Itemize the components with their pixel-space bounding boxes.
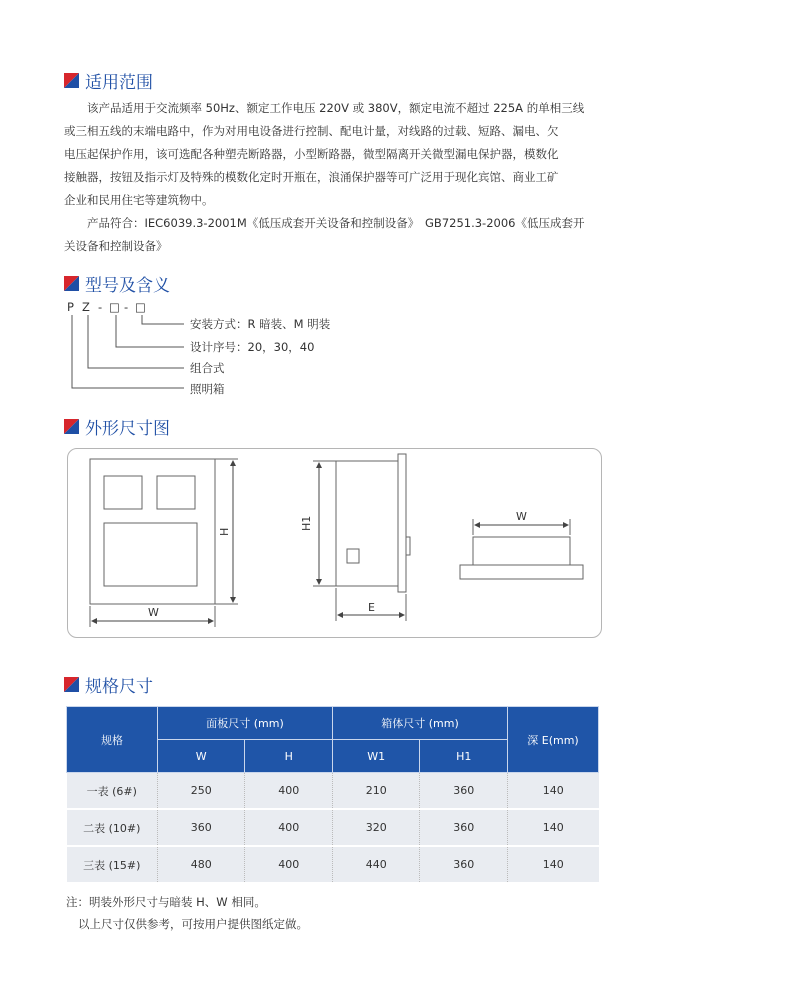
table-row	[67, 809, 599, 846]
cell-h: 400	[245, 846, 333, 883]
section-title-text: 适用范围	[85, 72, 153, 93]
standard-line: 产品符合：IEC6039.3-2001M《低压成套开关设备和控制设备》 GB7251.3-2006《低压成套开	[87, 216, 585, 230]
dimension-drawing-frame	[67, 448, 602, 638]
cell-name: 三表 (15#)	[67, 846, 158, 883]
front-breaker-window	[104, 523, 197, 586]
th-box: 箱体尺寸 (mm)	[332, 707, 507, 740]
scope-line: 电压起保护作用，该可选配各种塑壳断路器，小型断路器，微型隔离开关微型漏电保护器，模数化	[64, 147, 559, 161]
scope-line: 该产品适用于交流频率 50Hz、额定工作电压 220V 或 380V，额定电流不超过 225A 的单相三线	[87, 101, 585, 115]
cell-w: 480	[158, 846, 245, 883]
cell-e: 140	[508, 773, 599, 810]
th-h: H	[245, 740, 333, 773]
section-title-scope	[64, 68, 153, 92]
section-marker-icon	[64, 677, 79, 692]
model-code-dash: -	[124, 300, 129, 314]
top-panel-outline	[460, 565, 583, 579]
section-title-text: 型号及含义	[85, 275, 170, 296]
side-box-outline	[336, 461, 398, 586]
section-marker-icon	[64, 419, 79, 434]
cell-w1: 210	[332, 773, 419, 810]
cell-e: 140	[508, 846, 599, 883]
model-code-dash: -	[98, 300, 103, 314]
section-title-dimensions	[64, 414, 170, 438]
th-w1: W1	[332, 740, 419, 773]
table-row	[67, 846, 599, 883]
side-panel-outline	[398, 454, 406, 592]
model-leader-lines	[60, 312, 200, 392]
cell-w: 360	[158, 809, 245, 846]
front-meter-window	[157, 476, 195, 509]
th-depth: 深 E(mm)	[508, 707, 599, 773]
dim-label-w-front: W	[148, 606, 159, 619]
cell-h1: 360	[420, 846, 508, 883]
note-line: 以上尺寸仅供参考，可按用户提供图纸定做。	[78, 917, 308, 931]
cell-e: 140	[508, 809, 599, 846]
cell-h1: 360	[420, 809, 508, 846]
dim-label-h1: H1	[300, 515, 313, 531]
section-marker-icon	[64, 73, 79, 88]
th-panel: 面板尺寸 (mm)	[158, 707, 333, 740]
model-code-box: □	[109, 300, 120, 314]
cell-h1: 360	[420, 773, 508, 810]
dim-label-e: E	[368, 601, 375, 614]
cell-w: 250	[158, 773, 245, 810]
scope-line: 接触器，按钮及指示灯及特殊的模数化定时开瓶在，浪涌保护器等可广泛用于现化宾馆、商业工矿	[64, 170, 559, 184]
standard-line: 关设备和控制设备》	[64, 239, 168, 253]
model-code-z: Z	[82, 300, 90, 314]
section-title-model	[64, 271, 170, 295]
table-row	[67, 773, 599, 810]
dimension-drawing	[68, 449, 601, 637]
cell-w1: 320	[332, 809, 419, 846]
front-panel-outline	[90, 459, 215, 604]
model-code-box: □	[135, 300, 146, 314]
scope-line: 企业和民用住宅等建筑物中。	[64, 193, 214, 207]
cell-h: 400	[245, 773, 333, 810]
section-title-text: 规格尺寸	[85, 676, 153, 697]
th-model: 规格	[67, 707, 158, 773]
model-label-install: 安装方式：R 暗装、M 明装	[190, 317, 331, 331]
model-label-combo: 组合式	[190, 361, 225, 375]
section-marker-icon	[64, 276, 79, 291]
model-label-lightbox: 照明箱	[190, 382, 225, 396]
dim-label-h: H	[218, 527, 231, 536]
th-w: W	[158, 740, 245, 773]
cell-name: 一表 (6#)	[67, 773, 158, 810]
section-title-spec	[64, 672, 153, 696]
front-meter-window	[104, 476, 142, 509]
scope-paragraph	[64, 97, 604, 258]
th-h1: H1	[420, 740, 508, 773]
section-title-text: 外形尺寸图	[85, 418, 170, 439]
cell-w1: 440	[332, 846, 419, 883]
dim-label-w-top: W	[516, 510, 527, 523]
spec-table	[66, 706, 599, 884]
top-box-outline	[473, 537, 570, 565]
note-line: 注：明装外形尺寸与暗装 H、W 相同。	[66, 895, 266, 909]
model-label-design: 设计序号：20，30，40	[190, 340, 315, 354]
cell-name: 二表 (10#)	[67, 809, 158, 846]
model-code-p: P	[67, 300, 74, 314]
cell-h: 400	[245, 809, 333, 846]
scope-line: 或三相五线的末端电路中，作为对用电设备进行控制、配电计量，对线路的过载、短路、漏电、欠	[64, 124, 559, 138]
